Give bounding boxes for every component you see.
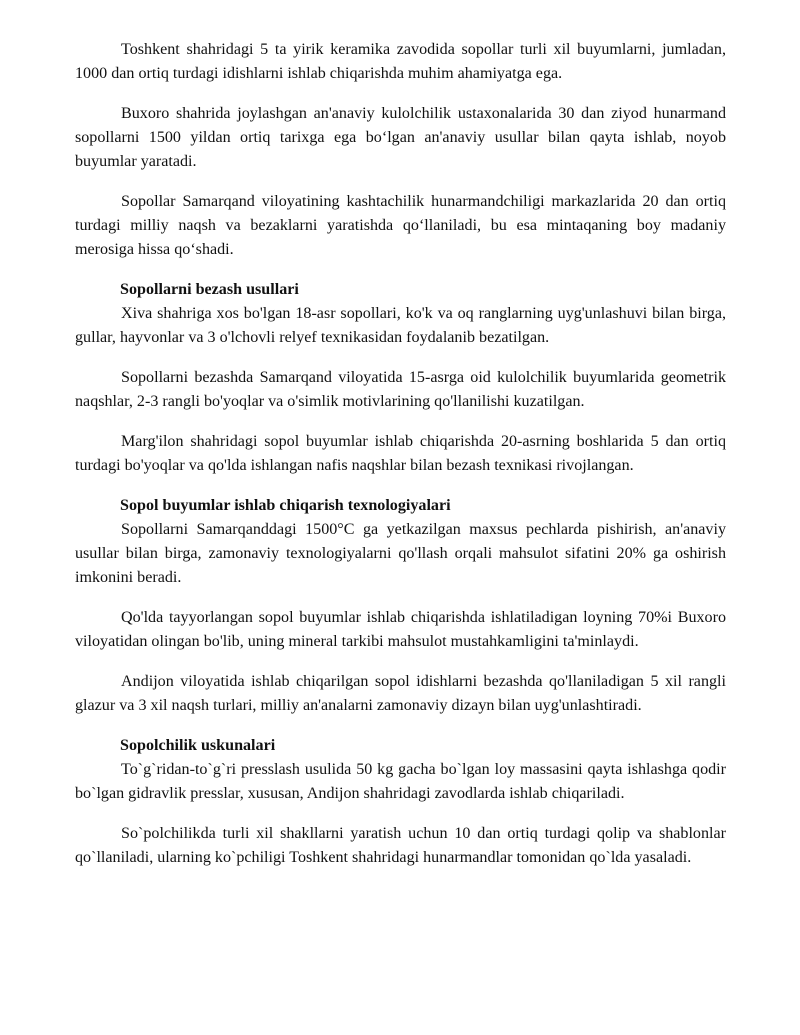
equipment-paragraph-1: To`g`ridan-to`g`ri presslash usulida 50 kg gacha bo`lgan loy massasini qayta ishlashga qodir bo`lgan gidravlik presslar, xususan, Andijon shahridagi zavodlarda ishlab chiqariladi. (75, 761, 726, 802)
intro-paragraph-2: Buxoro shahrida joylashgan an'anaviy kulolchilik ustaxonalarida 30 dan ziyod hunarmand sopollarni 1500 yildan ortiq tarixga ega bo‘lgan an'anaviy usullar bilan qayta ishlab, noyob buyumlar yaratadi. (75, 105, 726, 170)
decoration-paragraph-2: Sopollarni bezashda Samarqand viloyatida 15-asrga oid kulolchilik buyumlarida geometrik naqshlar, 2-3 rangli bo'yoqlar va o'simlik motivlarining qo'llanilishi kuzatilgan. (75, 369, 726, 410)
intro-paragraph-1: Toshkent shahridagi 5 ta yirik keramika zavodida sopollar turli xil buyumlarni, jumladan, 1000 dan ortiq turdagi idishlarni ishlab chiqarishda muhim ahamiyatga ega. (75, 41, 726, 82)
decoration-paragraph-1: Xiva shahriga xos bo'lgan 18-asr sopollari, ko'k va oq ranglarning uyg'unlashuvi bilan birga, gullar, hayvonlar va 3 o'lchovli relyef texnikasidan foydalanib bezatilgan. (75, 305, 726, 346)
decoration-paragraph-3: Marg'ilon shahridagi sopol buyumlar ishlab chiqarishda 20-asrning boshlarida 5 dan ortiq turdagi bo'yoqlar va qo'lda ishlangan nafis naqshlar bilan bezash texnikasi rivojlangan. (75, 433, 726, 474)
equipment-paragraph-2: So`polchilikda turli xil shakllarni yaratish uchun 10 dan ortiq turdagi qolip va shablonlar qo`llaniladi, ularning ko`pchiligi Toshkent shahridagi hunarmandlar tomonidan qo`lda yasaladi. (75, 825, 726, 866)
intro-paragraph-3: Sopollar Samarqand viloyatining kashtachilik hunarmandchiligi markazlarida 20 dan ortiq turdagi milliy naqsh va bezaklarni yaratishda qo‘llaniladi, bu esa mintaqaning boy madaniy merosiga hissa qo‘shadi. (75, 193, 726, 258)
technology-paragraph-1: Sopollarni Samarqanddagi 1500°C ga yetkazilgan maxsus pechlarda pishirish, an'anaviy usullar bilan birga, zamonaviy texnologiyalarni qo'llash orqali mahsulot sifatini 20% ga oshirish imkonini beradi. (75, 521, 726, 586)
section-heading-technology: Sopol buyumlar ishlab chiqarish texnologiyalari (120, 497, 451, 514)
section-heading-equipment: Sopolchilik uskunalari (120, 737, 276, 754)
technology-paragraph-3: Andijon viloyatida ishlab chiqarilgan sopol idishlarni bezashda qo'llaniladigan 5 xil rangli glazur va 3 xil naqsh turlari, milliy an'analarni zamonaviy dizayn bilan uyg'unlashtiradi. (75, 673, 726, 714)
technology-paragraph-2: Qo'lda tayyorlangan sopol buyumlar ishlab chiqarishda ishlatiladigan loyning 70%i Buxoro viloyatidan olingan bo'lib, uning mineral tarkibi mahsulot mustahkamligini ta'minlaydi. (75, 609, 726, 650)
document-page (75, 38, 726, 870)
section-heading-decoration: Sopollarni bezash usullari (120, 281, 299, 298)
